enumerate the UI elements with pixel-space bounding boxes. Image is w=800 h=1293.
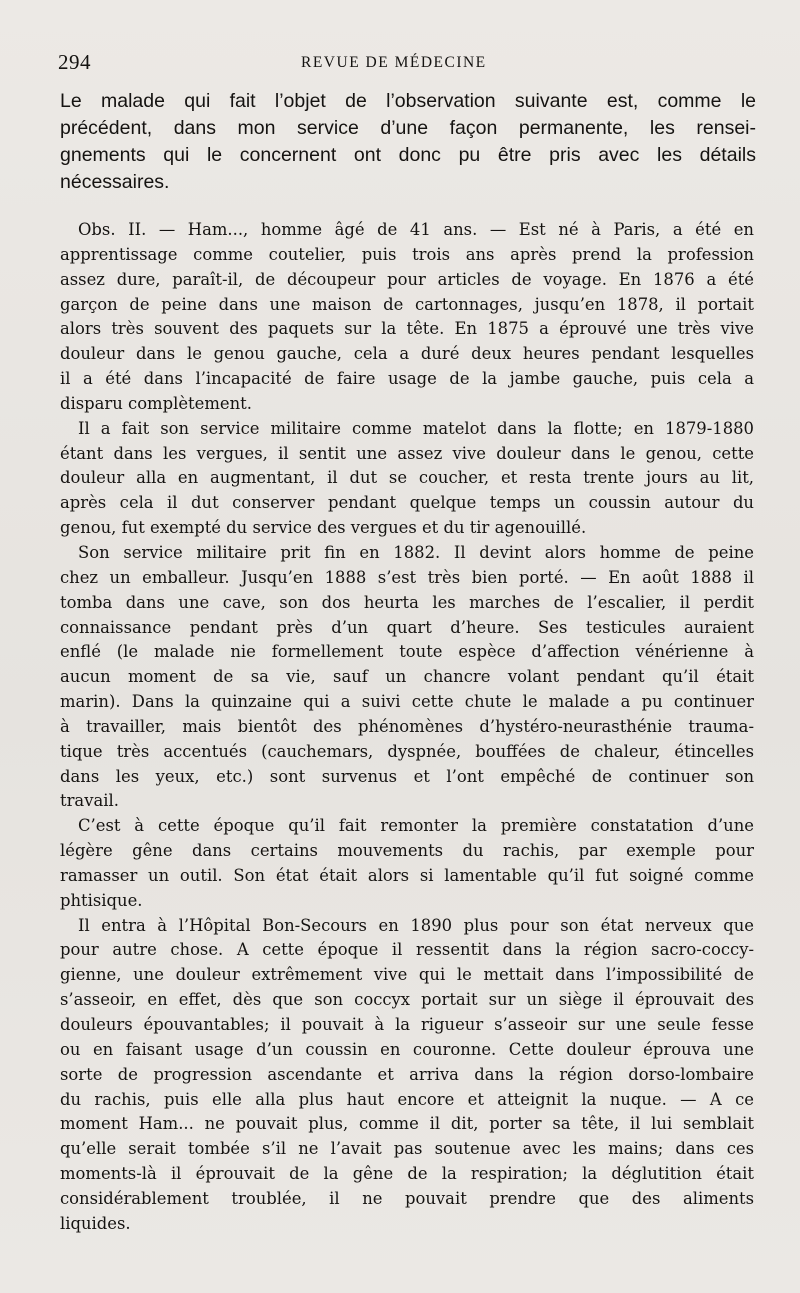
text-line: assez dure, paraît-il, de découpeur pour articles de voyage. En 1876 a été (60, 269, 754, 289)
text-line: disparu complètement. (60, 393, 252, 413)
text-line: garçon de peine dans une maison de cartonnages, jusqu’en 1878, il portait (60, 294, 754, 314)
text-line: moment Ham... ne pouvait plus, comme il dit, porter sa tête, il lui semblait (60, 1114, 754, 1134)
text-line: tomba dans une cave, son dos heurta les marches de l’escalier, il perdit (60, 592, 754, 612)
text-line: considérablement troublée, il ne pouvait prendre que des aliments (60, 1188, 754, 1208)
text-line: à travailler, mais bientôt des phénomènes d’hystéro-neurasthénie trauma- (60, 716, 754, 736)
text-line: moments-là il éprouvait de la gêne de la respiration; la déglutition était (60, 1164, 754, 1184)
text-line: Il a fait son service militaire comme matelot dans la flotte; en 1879-1880 (78, 418, 754, 438)
intro-line: précédent, dans mon service d’une façon permanente, les rensei- (60, 117, 756, 139)
text-line: du rachis, puis elle alla plus haut encore et atteignit la nuque. — A ce (60, 1089, 754, 1109)
text-line: aucun moment de sa vie, sauf un chancre volant pendant qu’il était (60, 667, 754, 687)
page-header (58, 50, 758, 76)
text-line: Son service militaire prit fin en 1882. Il devint alors homme de peine (78, 542, 754, 562)
text-line: pour autre chose. A cette époque il ressentit dans la région sacro-coccy- (60, 940, 754, 960)
text-line: apprentissage comme coutelier, puis trois ans après prend la profession (60, 244, 754, 264)
text-line: douleur dans le genou gauche, cela a duré deux heures pendant lesquelles (60, 344, 754, 364)
text-line: ramasser un outil. Son état était alors si lamentable qu’il fut soigné comme (60, 865, 754, 885)
text-line: légère gêne dans certains mouvements du rachis, par exemple pour (60, 841, 754, 861)
intro-line: nécessaires. (60, 171, 170, 193)
intro-line: gnements qui le concernent ont donc pu être pris avec les détails (60, 144, 756, 166)
text-line: étant dans les vergues, il sentit une assez vive douleur dans le genou, cette (60, 443, 754, 463)
text-line: s’asseoir, en effet, dès que son coccyx portait sur un siège il éprouvait des (60, 990, 754, 1010)
text-line: tique très accentués (cauchemars, dyspnée, bouffées de chaleur, étincelles (60, 741, 754, 761)
text-line: C’est à cette époque qu’il fait remonter la première constatation d’une (78, 816, 754, 836)
text-line: connaissance pendant près d’un quart d’heure. Ses testicules auraient (60, 617, 754, 637)
text-line: douleur alla en augmentant, il dut se coucher, et resta trente jours au lit, (60, 468, 754, 488)
intro-paragraph (60, 88, 756, 196)
text-line: dans les yeux, etc.) sont survenus et l’ont empêché de continuer son (60, 766, 754, 786)
text-line: genou, fut exempté du service des vergues et du tir agenouillé. (60, 518, 587, 538)
text-line: alors très souvent des paquets sur la tête. En 1875 a éprouvé une très vive (60, 319, 754, 339)
text-line: après cela il dut conserver pendant quelque temps un coussin autour du (60, 493, 754, 513)
observation-heading-line: Obs. II. — Ham..., homme âgé de 41 ans. — Est né à Paris, a été en (78, 220, 754, 239)
page-number: 294 (58, 50, 91, 74)
text-line: enflé (le malade nie formellement toute espèce d’affection vénérienne à (60, 642, 754, 662)
observation-text (60, 218, 754, 1237)
text-line: liquides. (60, 1213, 131, 1233)
text-line: phtisique. (60, 890, 143, 910)
text-line: chez un emballeur. Jusqu’en 1888 s’est très bien porté. — En août 1888 il (60, 567, 754, 587)
text-line: travail. (60, 791, 119, 811)
running-title: REVUE DE MÉDECINE (301, 54, 487, 71)
intro-line: Le malade qui fait l’objet de l’observation suivante est, comme le (60, 90, 756, 112)
text-line: Il entra à l’Hôpital Bon-Secours en 1890 plus pour son état nerveux que (78, 915, 754, 935)
text-line: marin). Dans la quinzaine qui a suivi cette chute le malade a pu continuer (60, 692, 754, 712)
text-line: douleurs épouvantables; il pouvait à la rigueur s’asseoir sur une seule fesse (60, 1015, 754, 1034)
text-line: gienne, une douleur extrêmement vive qui le mettait dans l’impossibilité de (60, 965, 754, 985)
text-line: sorte de progression ascendante et arriva dans la région dorso-lombaire (60, 1064, 754, 1084)
text-line: ou en faisant usage d’un coussin en couronne. Cette douleur éprouva une (60, 1039, 754, 1059)
text-line: qu’elle serait tombée s’il ne l’avait pas soutenue avec les mains; dans ces (60, 1139, 754, 1159)
text-line: il a été dans l’incapacité de faire usage de la jambe gauche, puis cela a (60, 369, 754, 389)
